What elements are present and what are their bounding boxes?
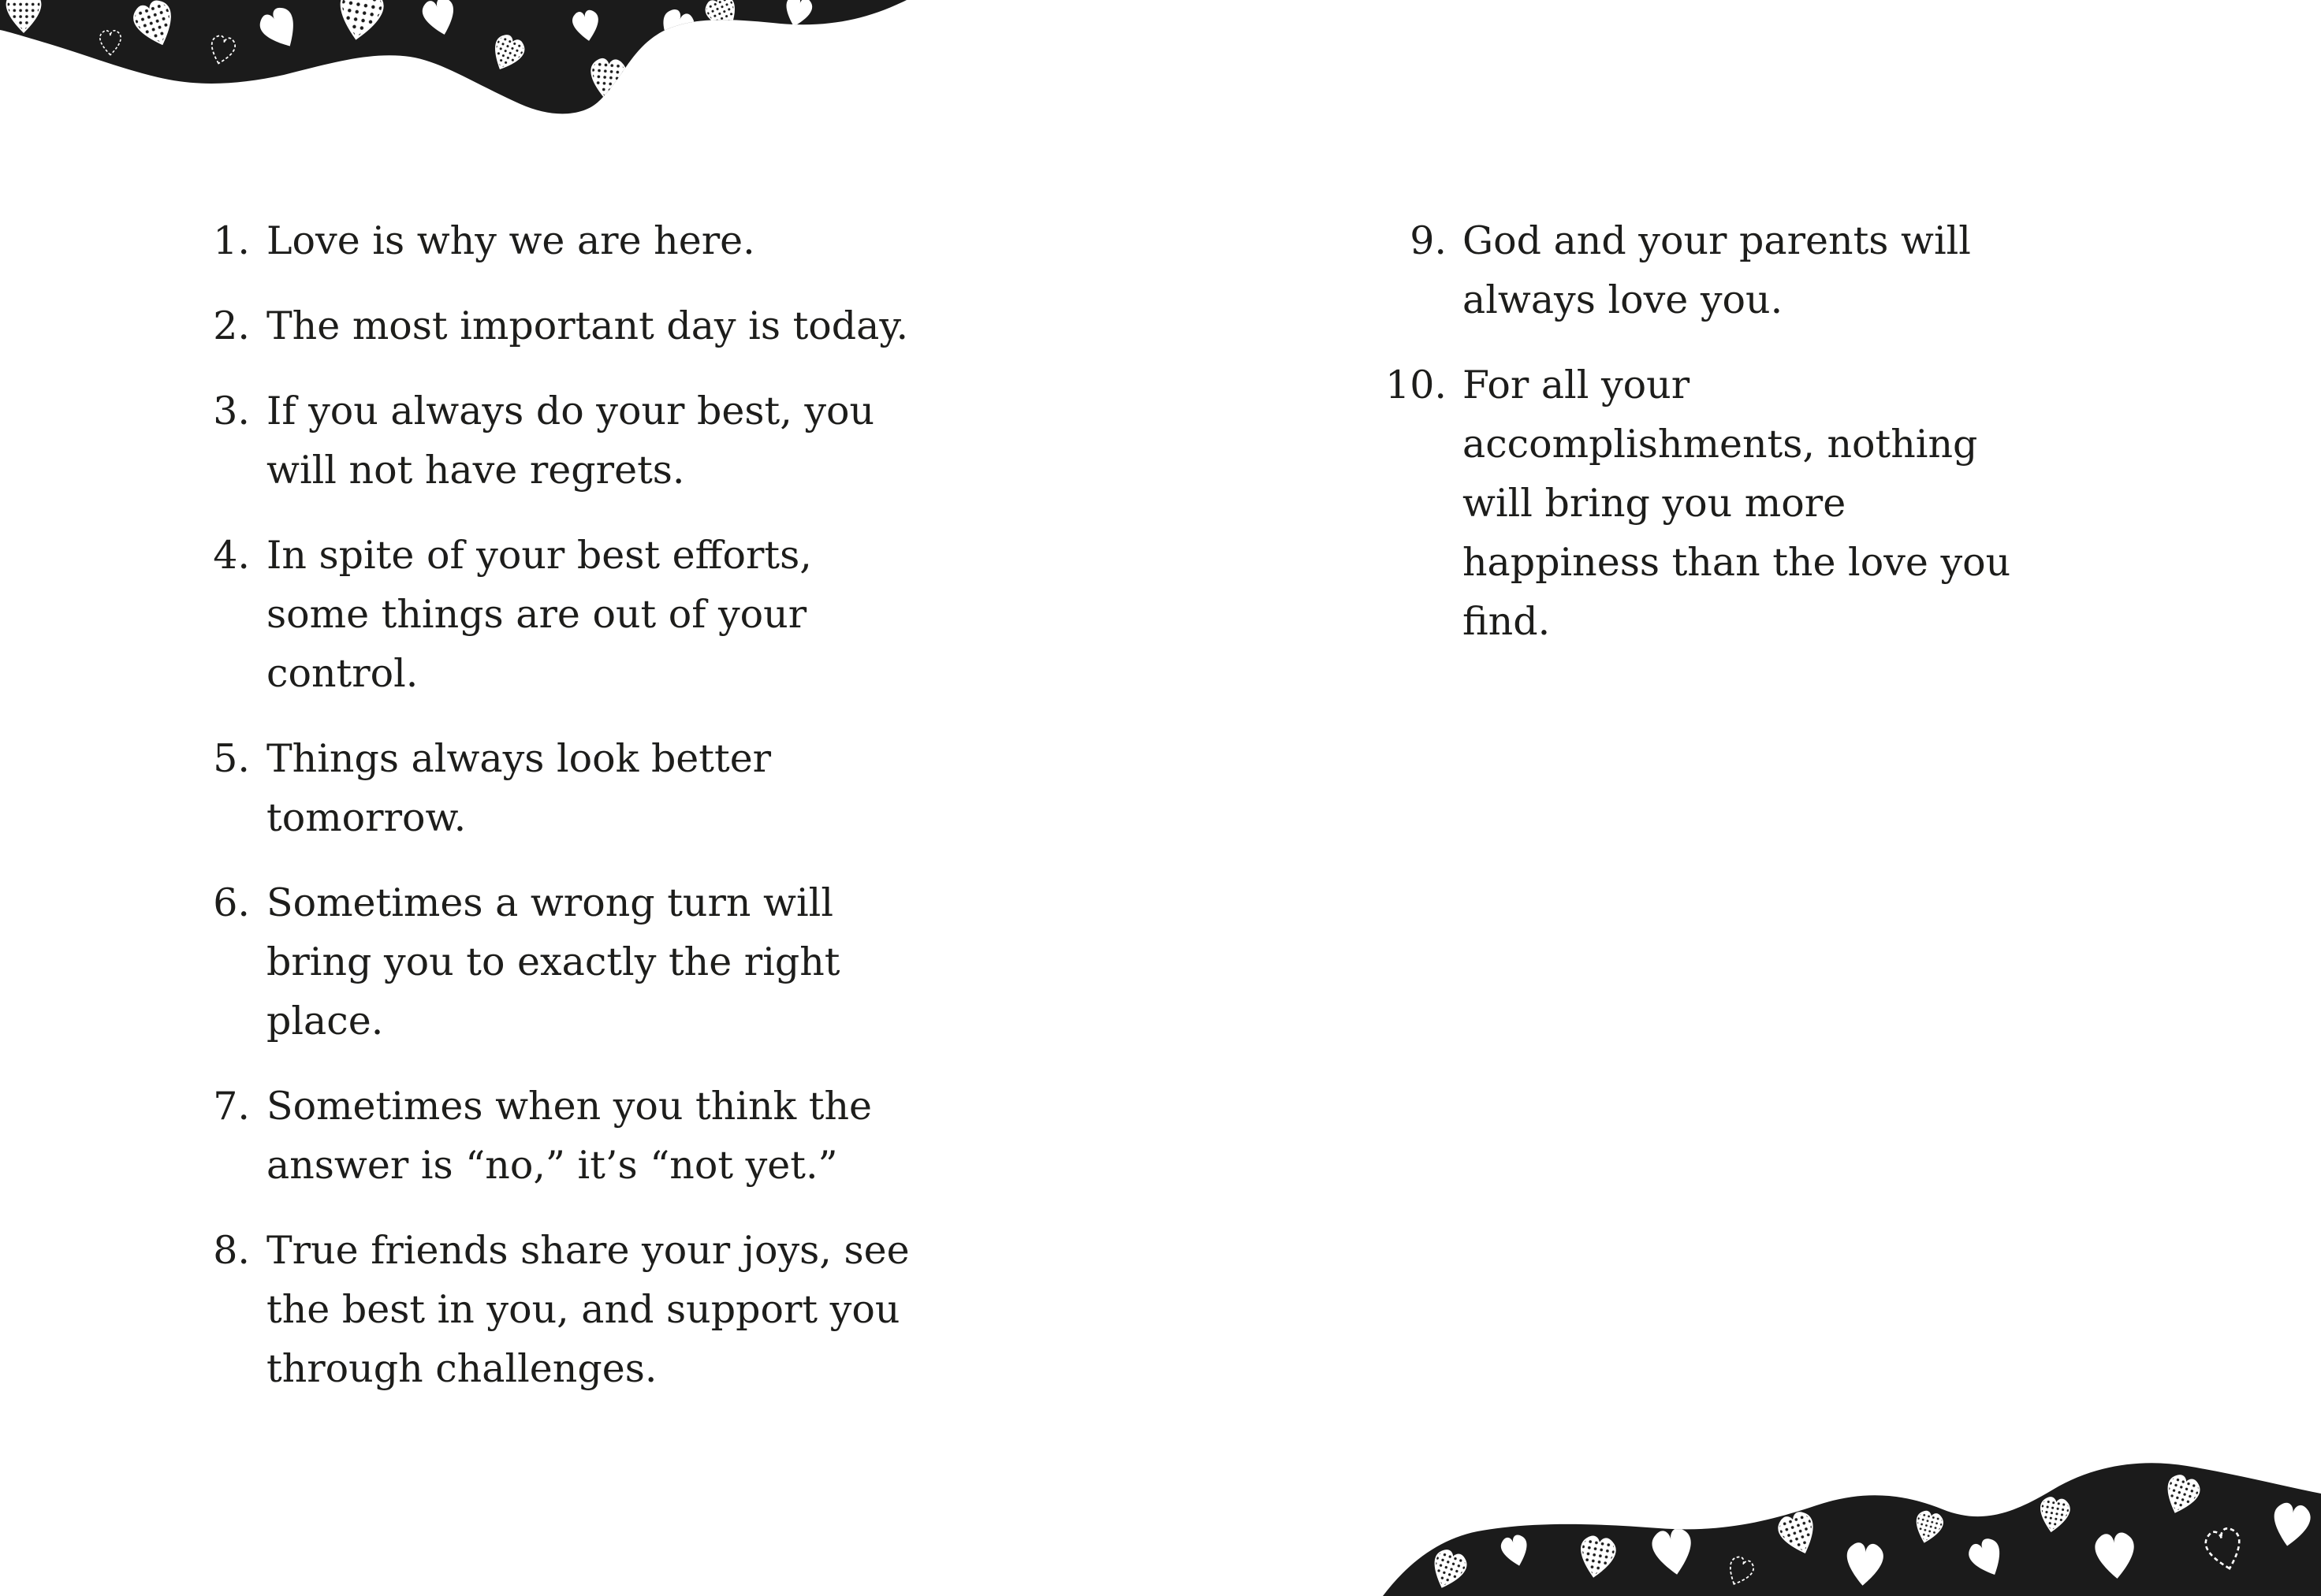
item-text: The most important day is today. <box>266 303 909 348</box>
list-item <box>201 873 989 1051</box>
item-number: 5. <box>213 736 250 781</box>
item-text: Things always look better tomorrow. <box>266 736 772 840</box>
advice-list-left <box>201 211 989 1424</box>
item-number: 3. <box>213 389 250 433</box>
item-text: In spite of your best efforts, some things are out of your control. <box>266 533 812 696</box>
top-heart-pattern-band <box>0 0 930 118</box>
list-item <box>201 211 989 270</box>
item-text: God and your parents will always love you. <box>1462 218 1971 322</box>
item-number: 2. <box>213 303 250 348</box>
list-item <box>1384 211 2062 329</box>
item-number: 1. <box>213 218 250 263</box>
list-item <box>201 381 989 500</box>
list-item <box>1384 355 2062 651</box>
list-item <box>201 526 989 703</box>
list-item <box>201 296 989 355</box>
item-number: 7. <box>213 1084 250 1129</box>
item-text: True friends share your joys, see the best in you, and support you through challenges. <box>266 1228 910 1391</box>
advice-list-right <box>1384 211 2062 677</box>
item-number: 8. <box>213 1228 250 1273</box>
list-item <box>201 729 989 847</box>
item-text: For all your accomplishments, nothing will bring you more happiness than the love you find. <box>1462 363 2011 644</box>
item-number: 9. <box>1410 218 1447 263</box>
bottom-heart-pattern-band <box>1359 1446 2321 1596</box>
item-text: Sometimes a wrong turn will bring you to exactly the right place. <box>266 880 840 1044</box>
item-number: 4. <box>213 533 250 578</box>
item-text: Sometimes when you think the answer is “no,” it’s “not yet.” <box>266 1084 873 1188</box>
item-text: Love is why we are here. <box>266 218 755 263</box>
item-text: If you always do your best, you will not have regrets. <box>266 389 875 493</box>
item-number: 10. <box>1385 363 1447 407</box>
list-item <box>201 1221 989 1398</box>
item-number: 6. <box>213 880 250 925</box>
list-item <box>201 1077 989 1195</box>
